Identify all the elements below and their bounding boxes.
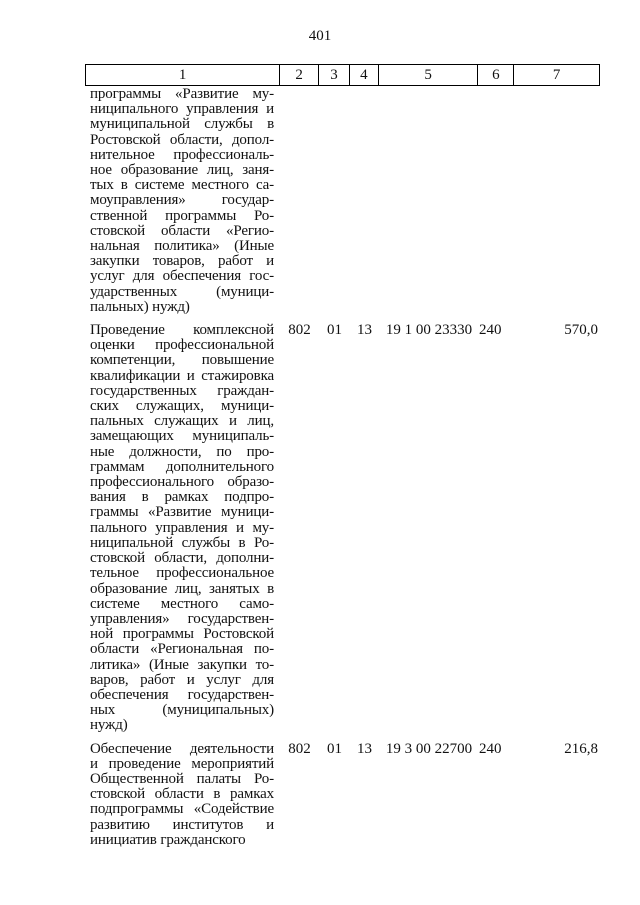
- cell-col-3: 01: [327, 322, 342, 339]
- row-description: [85, 742, 280, 848]
- cell-col-2: 802: [288, 740, 311, 757]
- description-line: Обеспечение деятельности: [90, 740, 274, 757]
- table-body: [85, 87, 600, 856]
- cell-col-3: 01: [327, 740, 342, 757]
- description-line: и проведение мероприятий: [90, 755, 274, 772]
- description-line: Ростовской области, допол-: [90, 131, 274, 148]
- description-line: моуправления» государ-: [90, 192, 274, 209]
- description-line: нужд): [90, 717, 128, 734]
- description-line: ских служащих, муници-: [90, 398, 274, 415]
- description-line: закупки товаров, работ и: [90, 253, 274, 270]
- cell-col-7: 570,0: [564, 322, 598, 339]
- description-line: муниципальной службы в: [90, 116, 274, 133]
- header-col-6: 6: [478, 65, 514, 85]
- description-line: компетенции, повышение: [90, 352, 274, 369]
- description-line: нальная политика» (Иные: [90, 238, 274, 255]
- description-line: тельное профессиональное: [90, 565, 274, 582]
- row-description: [85, 87, 280, 315]
- description-line: программы «Развитие му-: [90, 86, 274, 102]
- description-line: обеспечения государствен-: [90, 686, 274, 703]
- description-line: ниципальной службы в Ро-: [90, 534, 274, 551]
- description-line: инициатив гражданского: [90, 831, 246, 848]
- description-line: государственных граждан-: [90, 382, 274, 399]
- description-line: пального управления и му-: [90, 519, 274, 536]
- description-line: управления» государствен-: [90, 610, 274, 627]
- description-line: граммам дополнительного: [90, 458, 274, 475]
- header-col-1: 1: [86, 65, 280, 85]
- description-line: ниципального управления и: [90, 101, 274, 118]
- header-col-4: 4: [350, 65, 379, 85]
- description-line: ной программы Ростовской: [90, 626, 274, 643]
- header-col-7: 7: [552, 67, 561, 83]
- table-row: [85, 323, 600, 733]
- cell-col-6: 240: [479, 322, 502, 339]
- description-line: нительное профессиональ-: [90, 146, 274, 163]
- description-line: квалификации и стажировка: [90, 367, 274, 384]
- cell-col-6: 240: [479, 740, 502, 757]
- description-line: замещающих муниципаль-: [90, 428, 274, 445]
- description-line: тых в системе местного са-: [90, 177, 274, 194]
- cell-col-4: 13: [357, 740, 372, 757]
- description-line: стовской области, дополни-: [90, 550, 274, 567]
- row-description: [85, 323, 280, 733]
- description-line: ных (муниципальных): [90, 702, 274, 719]
- description-line: литика» (Иные закупки то-: [90, 656, 274, 673]
- description-line: ственной программы Ро-: [90, 207, 274, 224]
- description-line: ударственных (муници-: [90, 283, 274, 300]
- page-number: 401: [308, 28, 332, 44]
- cell-col-5: 19 1 00 23330: [385, 322, 473, 339]
- header-col-2: 2: [280, 65, 319, 85]
- description-line: профессионального образо-: [90, 474, 274, 491]
- cell-col-7: 216,8: [564, 740, 598, 757]
- cell-col-2: 802: [288, 322, 311, 339]
- description-line: оценки профессиональной: [90, 337, 274, 354]
- description-line: ное образование лиц, заня-: [90, 162, 274, 179]
- table-row: [85, 742, 600, 848]
- description-line: образование лиц, занятых в: [90, 580, 274, 597]
- description-line: варов, работ и услуг для: [90, 671, 274, 688]
- description-line: граммы «Развитие муници-: [90, 504, 274, 521]
- description-line: услуг для обеспечения гос-: [90, 268, 274, 285]
- header-col-5: 5: [379, 65, 479, 85]
- description-line: подпрограммы «Содействие: [90, 801, 274, 818]
- cell-col-5: 19 3 00 22700: [385, 740, 473, 757]
- description-line: Проведение комплексной: [90, 322, 274, 339]
- description-line: стовской области в рамках: [90, 786, 274, 803]
- description-line: стовской области «Регио-: [90, 222, 274, 239]
- description-line: пальных служащих и лиц,: [90, 413, 274, 430]
- description-line: вания в рамках подпро-: [90, 489, 274, 506]
- table-header: [85, 64, 600, 86]
- header-col-3: 3: [319, 65, 350, 85]
- description-line: пальных) нужд): [90, 298, 190, 315]
- description-line: Общественной палаты Ро-: [90, 770, 274, 787]
- description-line: ные должности, по про-: [90, 443, 274, 460]
- description-line: системе местного само-: [90, 595, 274, 612]
- cell-col-4: 13: [357, 322, 372, 339]
- description-line: развитию институтов и: [90, 816, 274, 833]
- table-row: [85, 87, 600, 315]
- description-line: области «Региональная по-: [90, 641, 274, 658]
